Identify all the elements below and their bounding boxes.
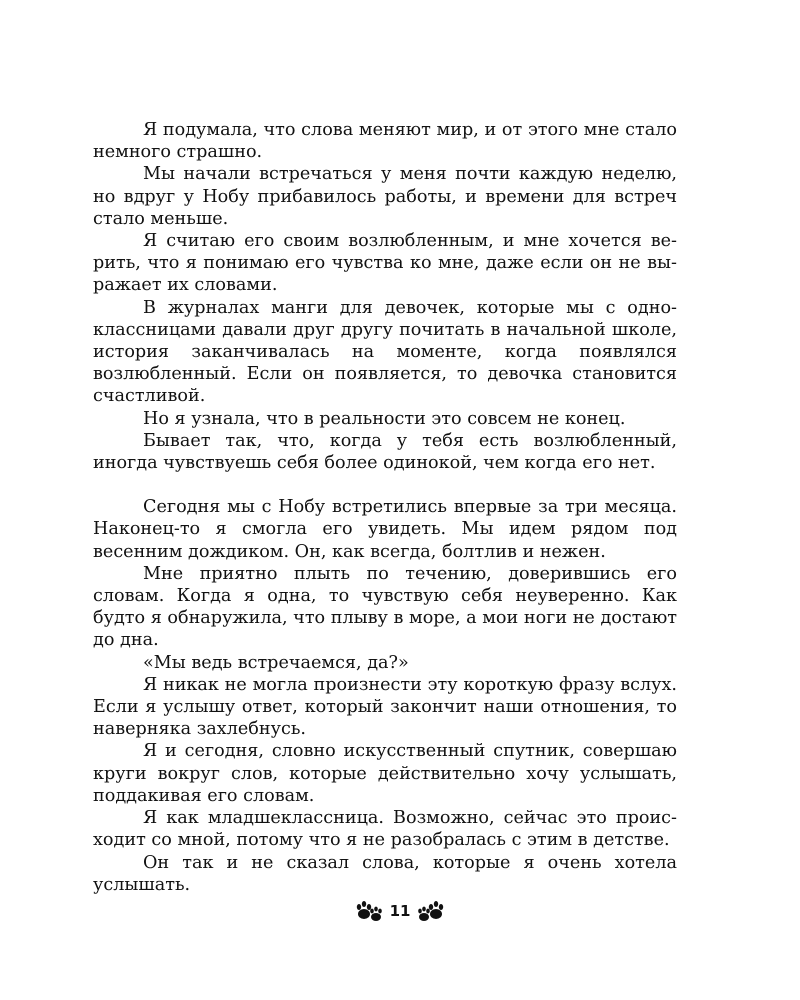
paragraph: Я считаю его своим возлюбленным, и мне хочется верить, что я понимаю его чувства ко мне, даже если он не выражает их словами. (93, 231, 677, 296)
paragraph: Мне приятно плыть по течению, доверившись его словам. Когда я одна, то чувствую себя неуверенно. Как будто я обнаружила, что плыву в море, а мои ноги не достают до дна. (93, 563, 677, 651)
paragraph: Но я узнала, что в реальности это совсем не конец. (143, 408, 626, 429)
section-break (93, 474, 677, 496)
paragraph: Мы начали встречаться у меня почти каждую неделю, но вдруг у Нобу прибавилось работы, и времени для встреч стало меньше. (93, 164, 677, 229)
book-page-text (93, 119, 677, 896)
page-number: 11 (389, 902, 411, 920)
paragraph: Сегодня мы с Нобу встретились впервые за три месяца. Наконец-то я смогла его увидеть. Мы идем рядом под весенним дождиком. Он, как всегда, болтлив и нежен. (93, 497, 677, 562)
paragraph: В журналах манги для девочек, которые мы с одноклассницами давали друг другу почитать в начальной школе, история заканчивалась на моменте, когда появлялся возлюбленный. Если он появляется, то девочка становится счастливой. (93, 297, 677, 407)
paragraph: Я подумала, что слова меняют мир, и от этого мне стало немного страшно. (93, 120, 677, 163)
paragraph: Я как младшеклассница. Возможно, сейчас это происходит со мной, потому что я не разобралась с этим в детстве. (93, 808, 677, 851)
paragraph: Бывает так, что, когда у тебя есть возлюбленный, иногда чувствуешь себя более одинокой, чем когда его нет. (93, 430, 677, 474)
paw-print-icon (356, 900, 384, 922)
paragraph: «Мы ведь встречаемся, да?» (143, 652, 409, 673)
paragraph: Я и сегодня, словно искусственный спутник, совершаю круги вокруг слов, которые действительно хочу услышать, поддакивая его словам. (93, 741, 677, 806)
paw-print-icon (416, 900, 444, 922)
paragraph: Я никак не могла произнести эту короткую фразу вслух. Если я услышу ответ, который закончит наши отношения, то наверняка захлебнусь. (93, 674, 677, 740)
paragraph: Он так и не сказал слова, которые я очень хотела услышать. (93, 852, 677, 895)
page-footer (0, 900, 800, 922)
